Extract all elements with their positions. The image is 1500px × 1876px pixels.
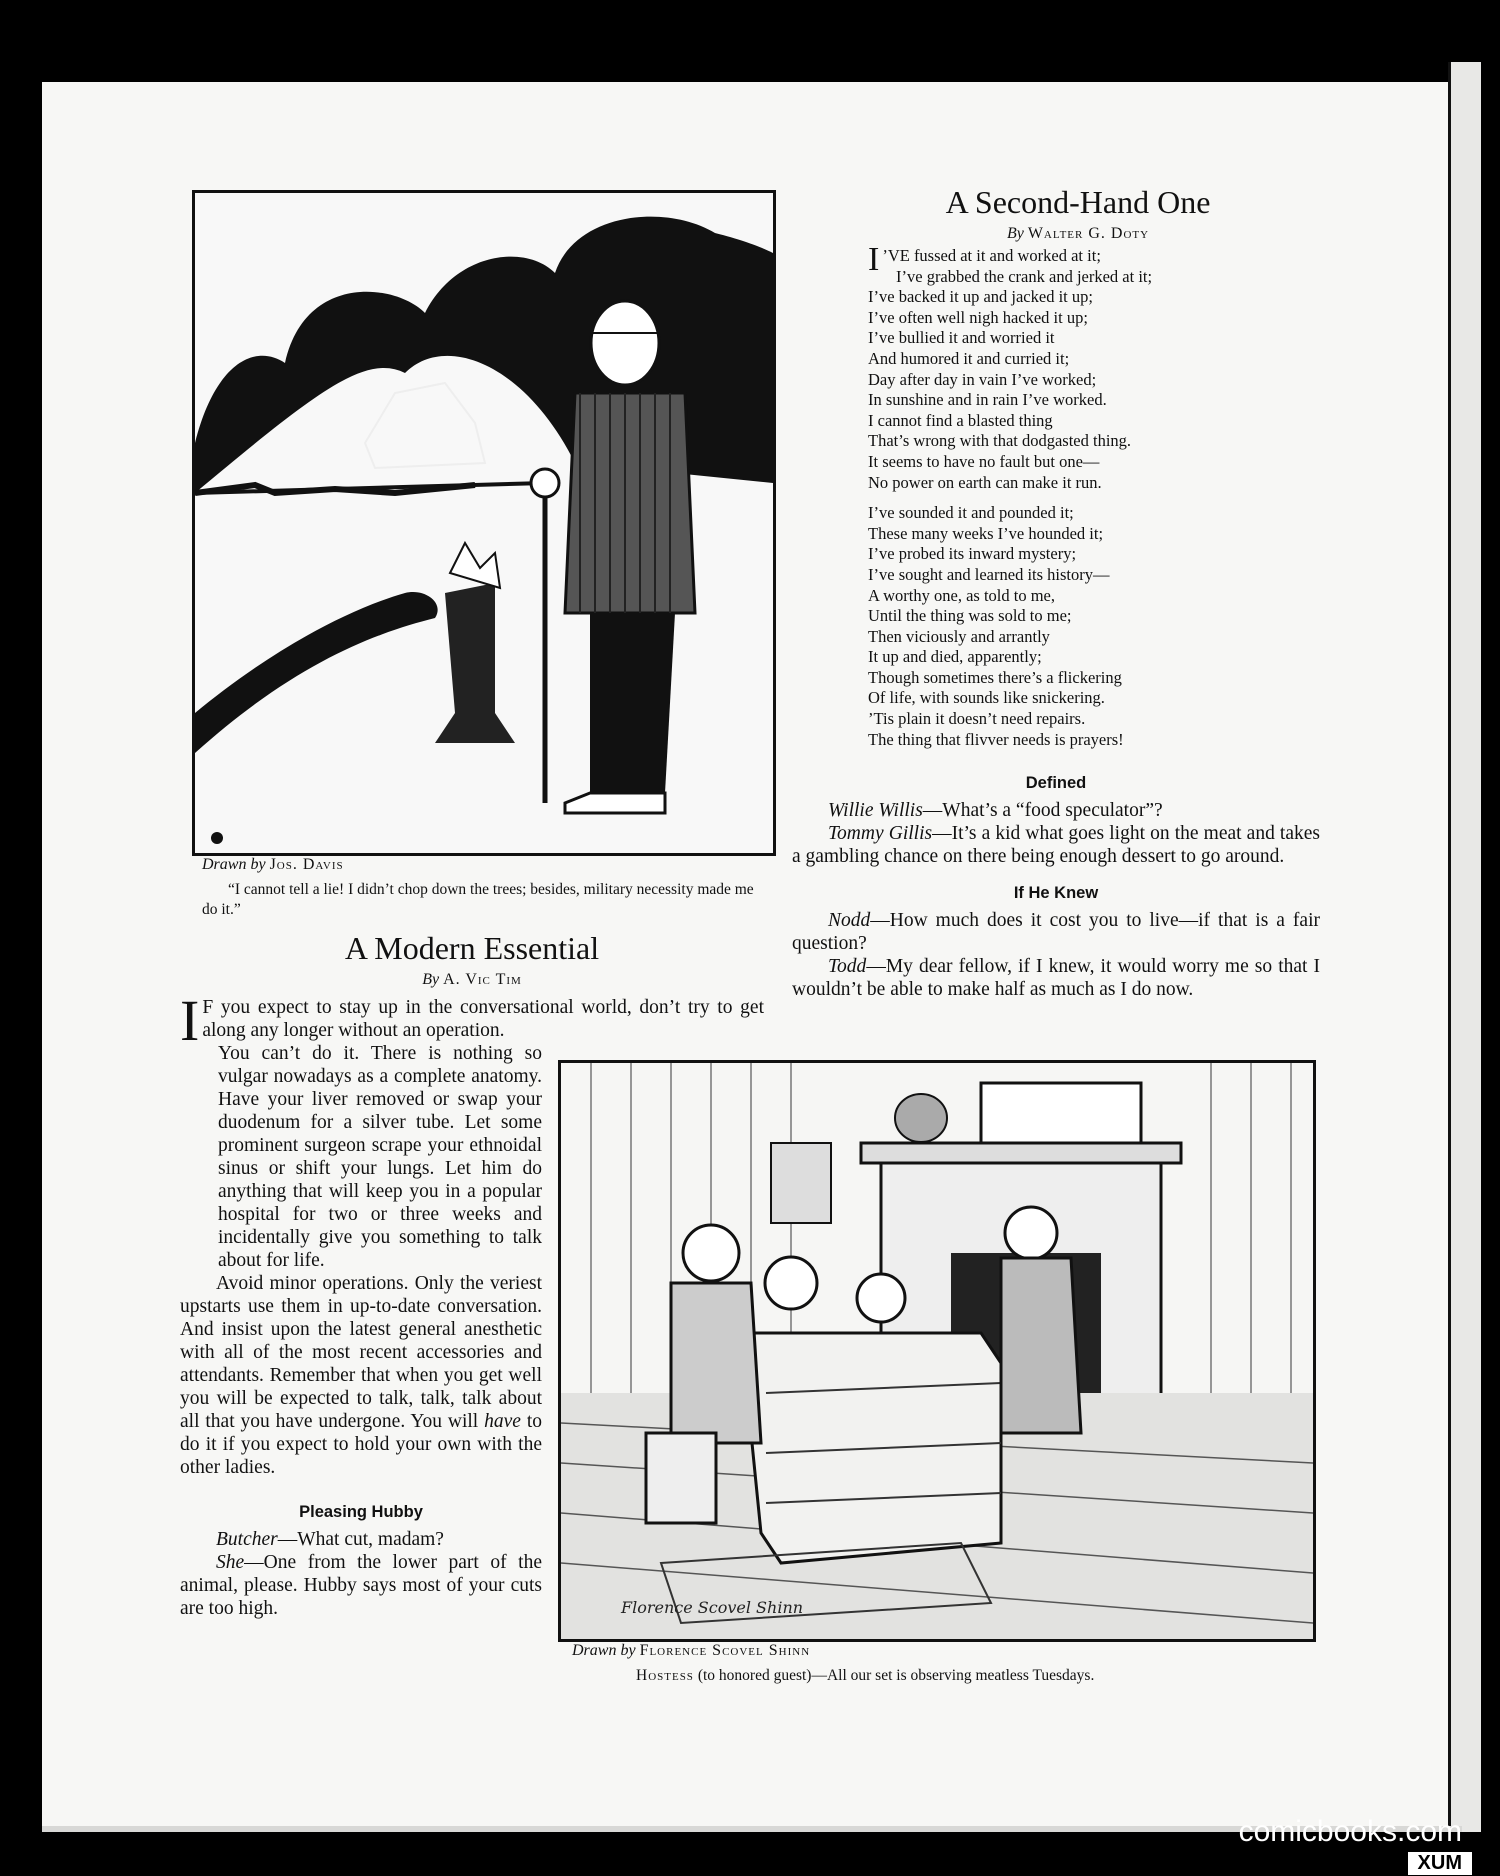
poem-line: I’ve probed its inward mystery;: [868, 544, 1077, 564]
if-he-knew-heading: If He Knew: [1013, 884, 1099, 902]
artist-signature: Florence Scovel Shinn: [621, 1598, 804, 1617]
credit-prefix: Drawn by: [572, 1642, 636, 1659]
essay-title: A Modern Essential: [344, 930, 600, 966]
dialogue-text: —It’s a kid what goes light on the meat and takes a gambling chance on there being enough dessert to go around.: [792, 823, 1320, 867]
defined-heading: Defined: [1025, 774, 1087, 792]
credit-name: Florence Scovel Shinn: [639, 1642, 811, 1659]
meatless-tuesday-illustration: [558, 1060, 1316, 1642]
essay-dropcap: I: [180, 988, 200, 1053]
dialogue-text: —One from the lower part of the animal, please. Hubby says most of your cuts are too high.: [180, 1552, 542, 1619]
poem-line: Though sometimes there’s a flickering: [868, 667, 1122, 687]
bottom-illustration-caption: [636, 1666, 1316, 1686]
site-watermark: comicbooks.com: [1238, 1815, 1462, 1848]
speaker-name: Butcher: [216, 1529, 278, 1550]
poem-line: I’ve sought and learned its history—: [868, 564, 1110, 584]
poem-line: ’VE fussed at it and worked at it;: [882, 246, 1101, 265]
essay-opening-text: F you expect to stay up in the conversational world, don’t try to get along any longer without an operation.: [202, 997, 764, 1041]
poem-stanza-2: [868, 503, 1288, 750]
essay-opening: [180, 988, 764, 1053]
poem-dropcap: I: [868, 241, 880, 278]
poem-byline: [866, 225, 1290, 243]
speaker-name: Tommy Gillis: [828, 823, 933, 844]
caption-text: (to honored guest)—All our set is observing meatless Tuesdays.: [693, 1667, 1095, 1684]
poem-line: It seems to have no fault but one—: [868, 451, 1100, 471]
poem-line: Day after day in vain I’ve worked;: [868, 369, 1097, 389]
poem-line: ’Tis plain it doesn’t need repairs.: [868, 709, 1086, 729]
essay-para-2: [180, 1272, 542, 1479]
poem-title: A Second-Hand One: [945, 184, 1211, 220]
defined-line-2: [792, 822, 1320, 868]
essay-header: [180, 930, 764, 989]
credit-name: Jos. Davis: [269, 856, 344, 873]
poem-line: The thing that flivver needs is prayers!: [868, 729, 1124, 749]
essay-emphasis: have: [484, 1411, 521, 1432]
poem-line: Until the thing was sold to me;: [868, 606, 1072, 626]
speaker-name: Todd: [828, 956, 867, 977]
poem-line: That’s wrong with that dodgasted thing.: [868, 431, 1132, 451]
top-illustration-credit: [202, 856, 344, 874]
dialogue-text: —My dear fellow, if I knew, it would worry me so that I wouldn’t be able to make half as much as I do now.: [792, 956, 1320, 1000]
caption-speaker: Hostess: [636, 1667, 694, 1684]
byline-name: A. Vic Tim: [443, 971, 522, 988]
poem-line: I cannot find a blasted thing: [868, 410, 1053, 430]
pleasing-hubby-line-1: [180, 1528, 542, 1551]
credit-prefix: Drawn by: [202, 856, 266, 873]
essay-byline: [180, 971, 764, 989]
pleasing-hubby-heading: Pleasing Hubby: [299, 1503, 423, 1521]
poem-line: I’ve backed it up and jacked it up;: [868, 287, 1093, 307]
poem-line: These many weeks I’ve hounded it;: [868, 523, 1104, 543]
poem-line: It up and died, apparently;: [868, 647, 1042, 667]
kaiser-drawing: [195, 193, 773, 853]
dialogue-text: —How much does it cost you to live—if that is a fair question?: [792, 910, 1320, 954]
essay-text: Avoid minor operations. Only the veriest upstarts use them in up-to-date conversation. And insist upon the latest general anesthetic with all of the most recent accessories and attendants. Remember that when you get well you will be expected to talk, talk, talk about all that you have undergone. You will: [180, 1273, 542, 1432]
parlor-drawing: [561, 1063, 1313, 1639]
poem-body: [868, 241, 1288, 760]
poem-line: No power on earth can make it run.: [868, 472, 1102, 492]
poem-line: Of life, with sounds like snickering.: [868, 688, 1105, 708]
if-he-knew-line-2: [792, 955, 1320, 1001]
byline-prefix: By: [1006, 225, 1024, 242]
poem-line: I’ve sounded it and pounded it;: [868, 503, 1074, 523]
poem-line: I’ve grabbed the crank and jerked at it;: [896, 266, 1153, 286]
jokes-right-column: [792, 762, 1320, 1001]
poem-stanza-1: [868, 241, 1288, 493]
pleasing-hubby-line-2: [180, 1551, 542, 1620]
kaiser-illustration: [192, 190, 776, 856]
byline-name: Walter G. Doty: [1027, 225, 1150, 242]
poem-line: And humored it and curried it;: [868, 348, 1070, 368]
poem-line: I’ve bullied it and worried it: [868, 328, 1055, 348]
defined-line-1: [792, 799, 1320, 822]
bottom-illustration-credit: [572, 1642, 810, 1660]
essay-text: to do it if you expect to hold your own with the other ladies.: [180, 1411, 542, 1478]
poem-line: I’ve often well nigh hacked it up;: [868, 307, 1088, 327]
byline-prefix: By: [422, 971, 440, 988]
essay-para-1: You can’t do it. There is nothing so vulgar nowadays as a complete anatomy. Have your liver removed or swap your duodenum for a silver tube. Let some prominent surgeon scrape your ethnoidal sinus or shift your lungs. Let him do anything that will keep you in a popular hospital for two or three weeks and incidentally give you something to talk about for life.: [218, 1043, 542, 1271]
poem-line: Then viciously and arrantly: [868, 626, 1050, 646]
top-illustration-caption: “I cannot tell a lie! I didn’t chop down the trees; besides, military necessity made me do it.”: [202, 881, 754, 918]
essay-body: [180, 1042, 542, 1620]
dialogue-text: —What’s a “food speculator”?: [922, 800, 1163, 821]
dialogue-text: —What cut, madam?: [277, 1529, 444, 1550]
corner-tag: XUM: [1408, 1852, 1472, 1875]
poem-line: In sunshine and in rain I’ve worked.: [868, 390, 1107, 410]
speaker-name: Willie Willis: [828, 800, 923, 821]
poem-section: [866, 184, 1290, 243]
if-he-knew-line-1: [792, 909, 1320, 955]
speaker-name: She: [216, 1552, 245, 1573]
poem-line: A worthy one, as told to me,: [868, 585, 1055, 605]
facing-page-edge: [1448, 62, 1481, 1832]
speaker-name: Nodd: [828, 910, 871, 931]
